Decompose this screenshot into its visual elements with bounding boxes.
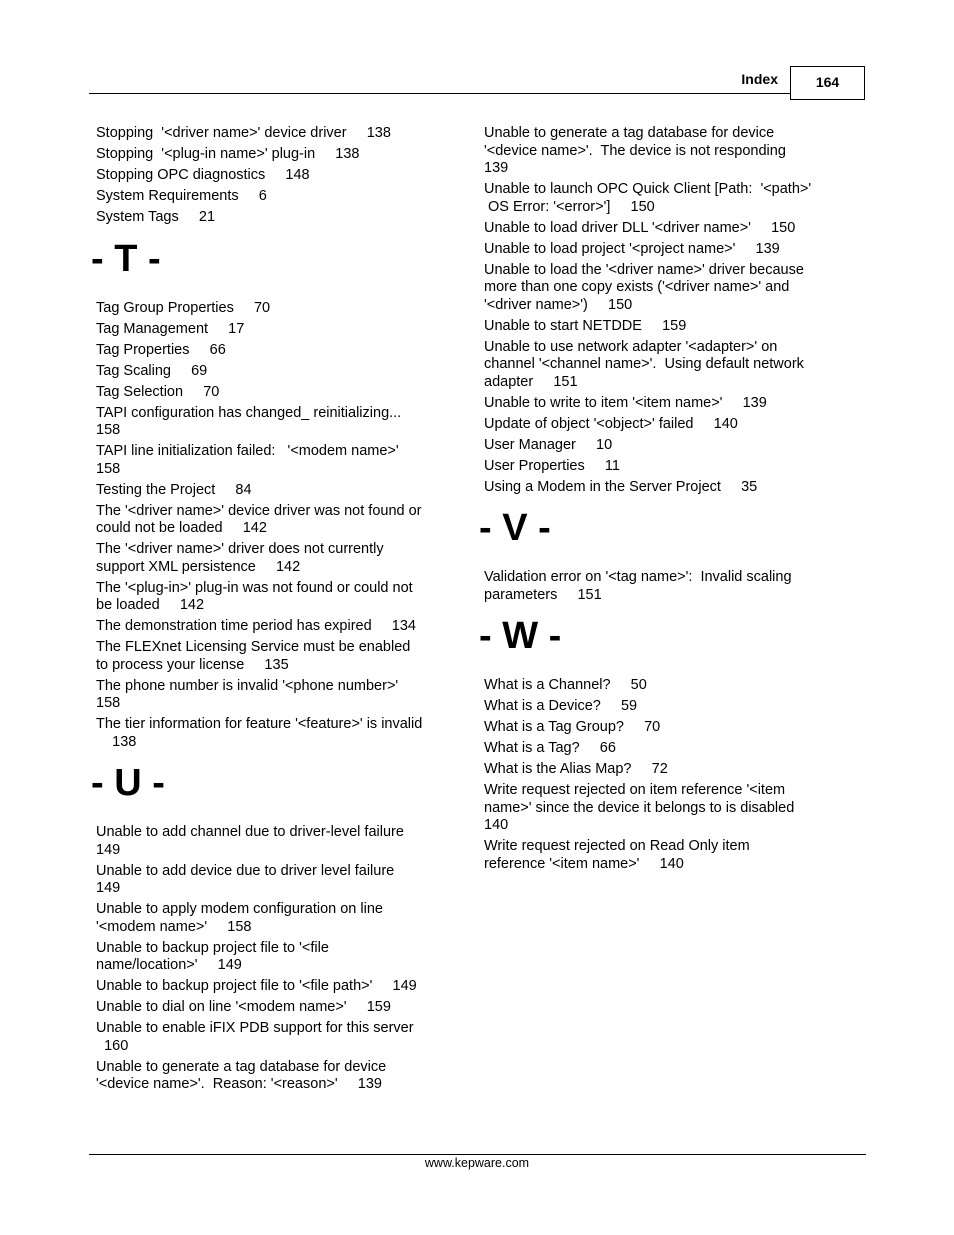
index-entry[interactable]: What is a Tag Group? 70: [484, 719, 661, 735]
index-entry[interactable]: User Properties 11: [484, 457, 620, 474]
header-title: Index: [741, 71, 778, 87]
index-entry[interactable]: Unable to apply modem configuration on line '<modem name>' 158: [96, 901, 383, 935]
index-entry[interactable]: What is a Device? 59: [484, 698, 638, 714]
footer-divider: [89, 1154, 866, 1155]
index-entry[interactable]: Unable to dial on line '<modem name>' 159: [96, 999, 391, 1015]
index-entry[interactable]: Unable to start NETDDE 159: [484, 317, 687, 334]
index-entry[interactable]: What is a Tag? 66: [484, 740, 616, 756]
index-column-left: [91, 125, 456, 1097]
index-entry[interactable]: Write request rejected on item reference '<item name>' since the device it belongs to is disabled 140: [484, 782, 795, 833]
index-entry[interactable]: The '<driver name>' device driver was not found or could not be loaded 142: [96, 502, 422, 536]
index-entry[interactable]: Unable to generate a tag database for device '<device name>'. The device is not responding 139: [484, 125, 786, 176]
index-entry[interactable]: Validation error on '<tag name>': Invalid scaling parameters 151: [484, 569, 792, 603]
index-entry[interactable]: Unable to use network adapter '<adapter>' on channel '<channel name>'. Using default network adapter 151: [484, 338, 804, 390]
index-entry[interactable]: Stopping '<plug-in name>' plug-in 138: [96, 146, 360, 162]
header-divider: [89, 93, 791, 94]
index-entry[interactable]: Unable to generate a tag database for device '<device name>'. Reason: '<reason>' 139: [96, 1058, 387, 1092]
index-entry[interactable]: TAPI configuration has changed_ reinitializing... 158: [96, 404, 402, 438]
index-letter-heading: - W -: [479, 615, 562, 657]
index-entry[interactable]: The phone number is invalid '<phone number>' 158: [96, 677, 399, 711]
index-entry[interactable]: Unable to load project '<project name>' 139: [484, 240, 780, 257]
index-entry[interactable]: Tag Properties 66: [96, 341, 226, 358]
index-entry[interactable]: Tag Management 17: [96, 320, 245, 337]
index-entry[interactable]: The tier information for feature '<feature>' is invalid 138: [96, 716, 423, 750]
index-entry[interactable]: Unable to backup project file to '<file path>' 149: [96, 978, 417, 994]
index-entry[interactable]: User Manager 10: [484, 436, 613, 453]
index-entry[interactable]: Unable to add device due to driver level failure 149: [96, 862, 395, 896]
index-entry[interactable]: What is the Alias Map? 72: [484, 761, 668, 777]
index-entry[interactable]: The demonstration time period has expired 134: [96, 618, 416, 634]
index-entry[interactable]: Unable to launch OPC Quick Client [Path: '<path>' OS Error: '<error>'] 150: [484, 181, 812, 215]
footer-url: www.kepware.com: [424, 1156, 530, 1170]
index-letter-heading: - T -: [91, 237, 161, 280]
index-entry[interactable]: Stopping '<driver name>' device driver 138: [96, 125, 391, 141]
index-entry[interactable]: Unable to load driver DLL '<driver name>' 150: [484, 219, 796, 236]
index-entry[interactable]: Unable to write to item '<item name>' 139: [484, 394, 767, 411]
page-number: 164: [790, 66, 865, 100]
index-entry[interactable]: Tag Group Properties 70: [96, 299, 271, 316]
index-entry[interactable]: Update of object '<object>' failed 140: [484, 415, 738, 432]
index-entry[interactable]: TAPI line initialization failed: '<modem name>' 158: [96, 443, 399, 477]
index-entry[interactable]: Testing the Project 84: [96, 481, 252, 498]
index-entry[interactable]: The FLEXnet Licensing Service must be enabled to process your license 135: [96, 639, 411, 673]
index-entry[interactable]: System Tags 21: [96, 209, 216, 225]
index-column-right: [479, 125, 844, 877]
index-entry[interactable]: The '<plug-in>' plug-in was not found or could not be loaded 142: [96, 579, 413, 613]
index-entry[interactable]: Unable to add channel due to driver-level failure 149: [96, 824, 404, 858]
index-entry[interactable]: Unable to backup project file to '<file name/location>' 149: [96, 939, 329, 973]
index-letter-heading: - U -: [91, 762, 165, 804]
index-entry[interactable]: Tag Scaling 69: [96, 362, 208, 379]
index-entry[interactable]: Unable to load the '<driver name>' driver because more than one copy exists ('<driver name>' and '<driver name>') 150: [484, 261, 804, 313]
index-entry[interactable]: What is a Channel? 50: [484, 677, 647, 693]
index-entry[interactable]: Using a Modem in the Server Project 35: [484, 478, 758, 495]
index-entry[interactable]: Write request rejected on Read Only item reference '<item name>' 140: [484, 838, 750, 872]
index-entry[interactable]: System Requirements 6: [96, 188, 267, 204]
index-entry[interactable]: Stopping OPC diagnostics 148: [96, 167, 310, 183]
index-letter-heading: - V -: [479, 507, 551, 549]
index-entry[interactable]: Unable to enable iFIX PDB support for this server 160: [96, 1020, 414, 1054]
index-entry[interactable]: Tag Selection 70: [96, 383, 220, 400]
index-entry[interactable]: The '<driver name>' driver does not currently support XML persistence 142: [96, 541, 384, 575]
